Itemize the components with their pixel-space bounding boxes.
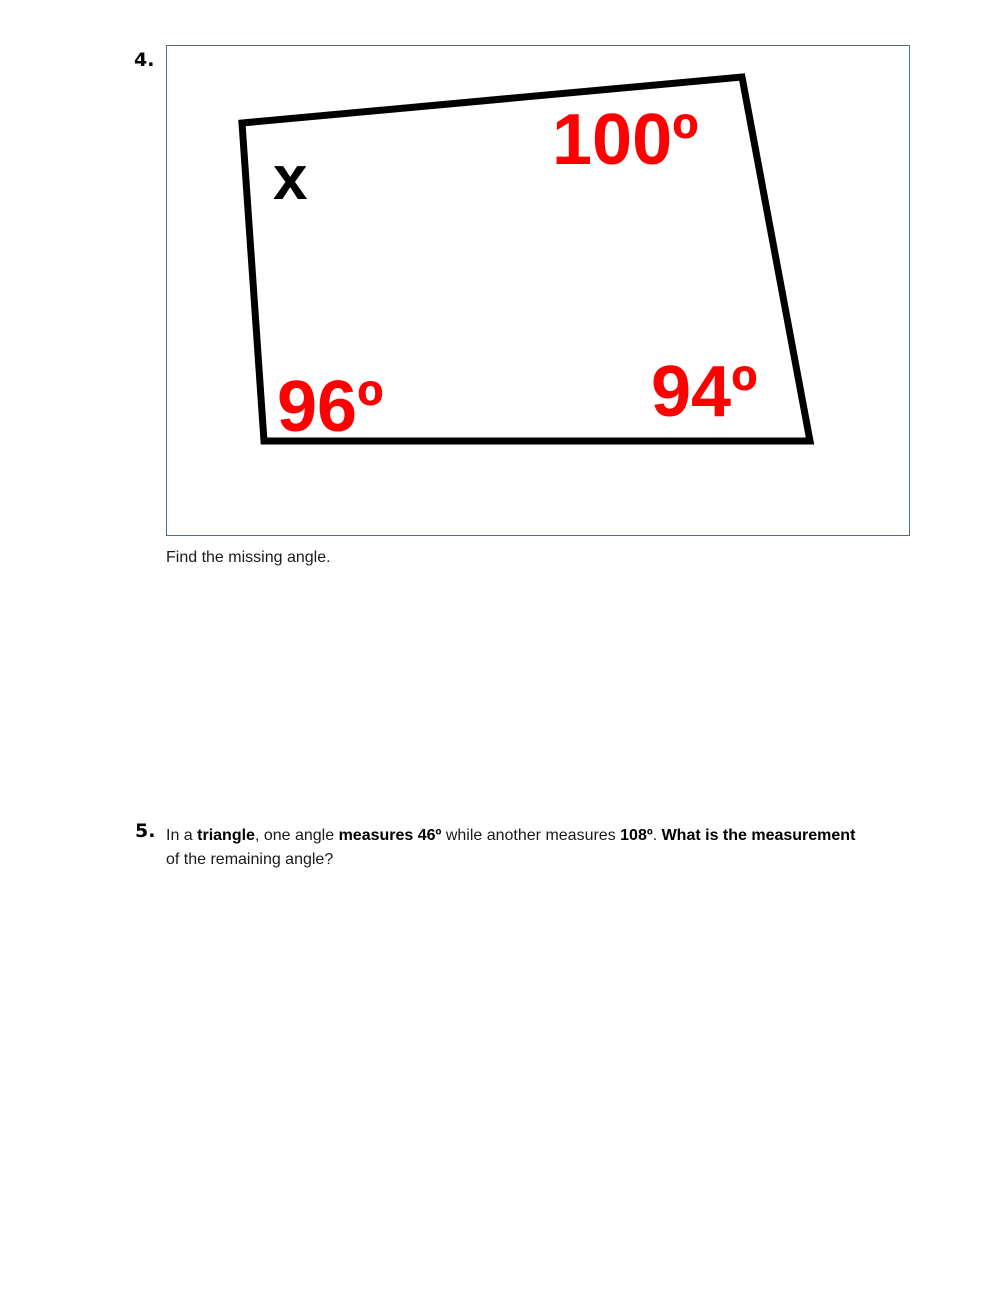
question-4-number: 4. bbox=[134, 49, 155, 71]
angle-label-100: 100º bbox=[552, 100, 699, 180]
question-5-number: 5. bbox=[135, 820, 156, 842]
q5-segment: . bbox=[652, 827, 662, 844]
angle-label-94: 94º bbox=[651, 352, 758, 432]
q5-segment: , one angle bbox=[254, 827, 339, 844]
angle-label-96: 96º bbox=[277, 367, 384, 447]
q5-segment: of the remaining angle? bbox=[166, 851, 334, 868]
q5-segment-bold: What is the measurement bbox=[661, 827, 856, 844]
angle-label-unknown-x: x bbox=[273, 144, 308, 213]
q5-segment-bold: 108º bbox=[620, 827, 653, 844]
question-5-text bbox=[166, 824, 866, 872]
q5-segment-bold: measures 46º bbox=[338, 827, 442, 844]
quadrilateral-figure bbox=[166, 45, 910, 536]
q5-segment-bold: triangle bbox=[197, 827, 255, 844]
q5-segment: while another measures bbox=[441, 827, 621, 844]
question-4-prompt: Find the missing angle. bbox=[166, 549, 331, 566]
q5-segment: In a bbox=[166, 827, 198, 844]
quadrilateral-diagram bbox=[167, 46, 911, 537]
